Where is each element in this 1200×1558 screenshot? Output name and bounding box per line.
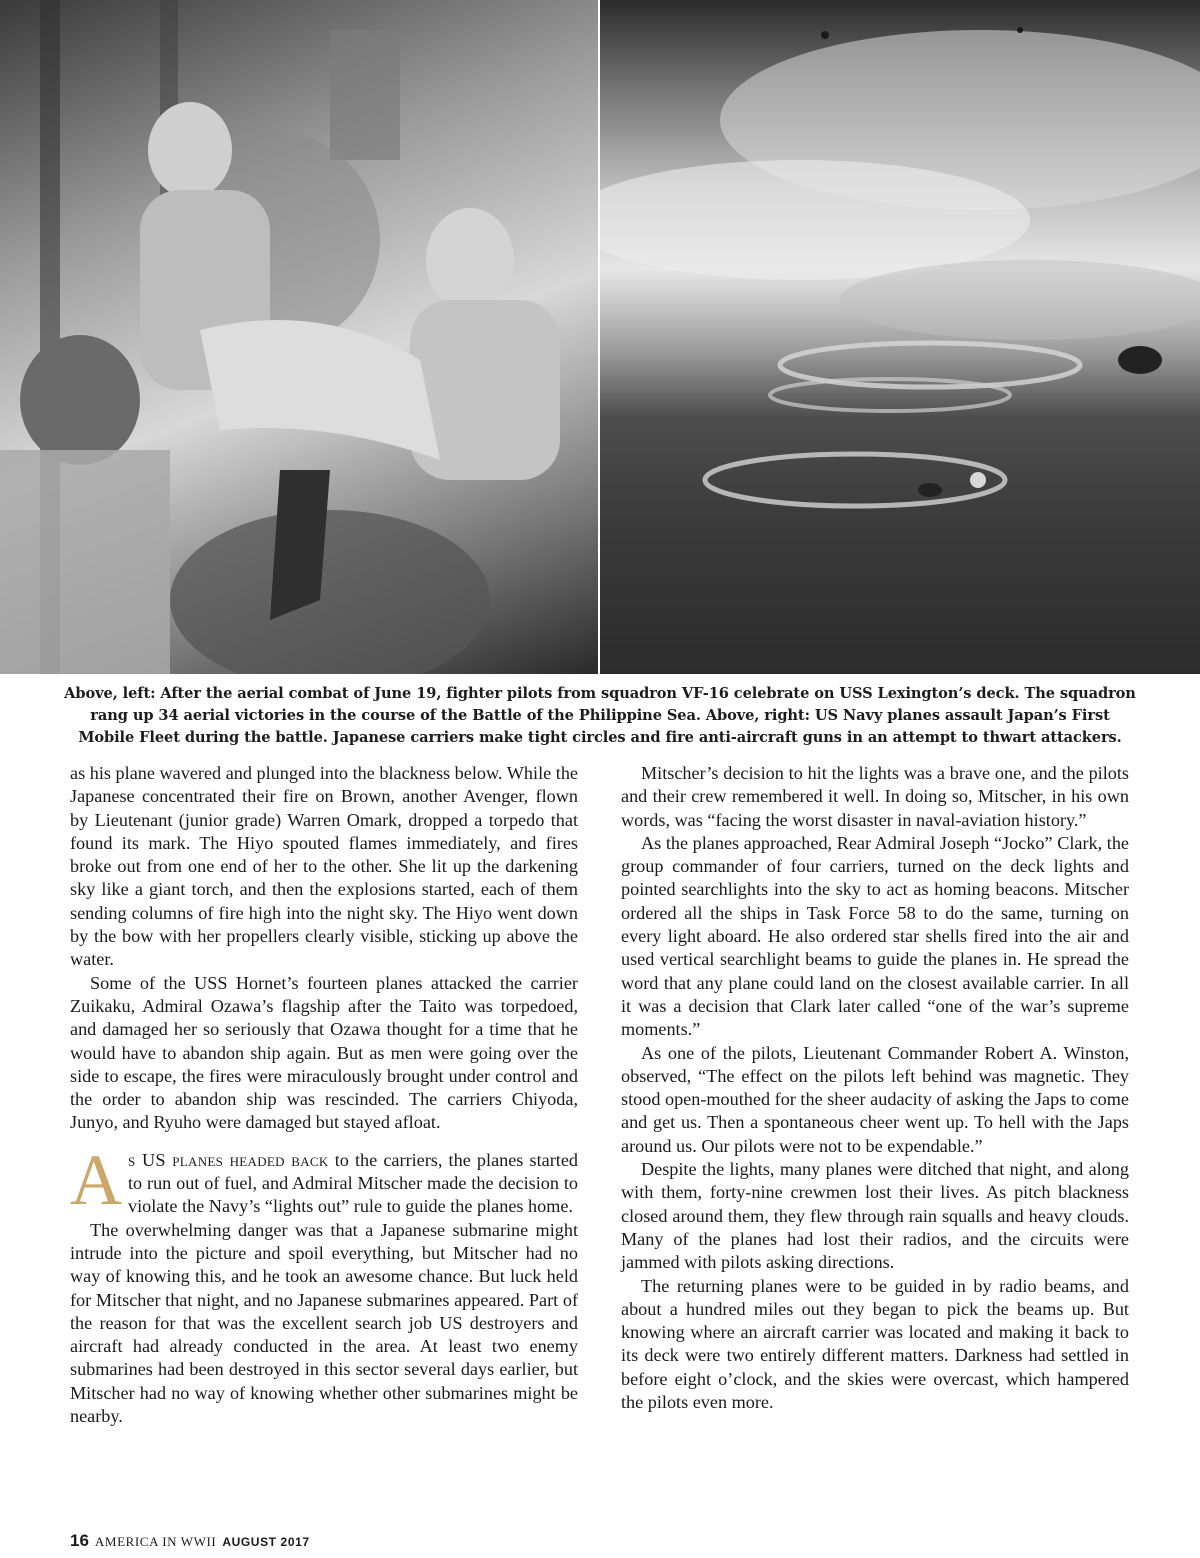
paragraph: As the planes approached, Rear Admiral Joseph “Jocko” Clark, the group commander of four carriers, turned on the deck lights and pointed searchlights into the sky to act as homing beacons. Mitscher ordered all the ships in Task Force 58 to do the same, turning on every light aboard. He also ordered star shells fired into the air and used vertical searchlight beams to guide the planes in. He spread the word that any plane could land on the closest available carrier. In all it was a decision that Clark later called “one of the war’s supreme moments.” [621,832,1129,1040]
drop-cap: A [70,1139,122,1220]
page-number: 16 [70,1531,89,1550]
magazine-name: AMERICA IN WWII [94,1534,217,1549]
paragraph: The overwhelming danger was that a Japanese submarine might intrude into the picture and spoil everything, but Mitscher had no way of knowing this, and he took an awesome chance. But luck held for Mitscher that night, and no Japanese submarines appeared. Part of the reason for that was the excellent search job US destroyers and aircraft had already conducted in the area. At least two enemy submarines had been destroyed in this sector several days earlier, but Mitscher had no way of knowing whether other submarines might be nearby. [70,1219,578,1427]
photo-caption: Above, left: After the aerial combat of June 19, fighter pilots from squadron VF-16 celebrate on USS Lexington’s deck. The squadron rang up 34 aerial victories in the course of the Battle of the Philippine Sea. Above, right: US Navy planes assault Japan’s First Mobile Fleet during the battle. Japanese carriers make tight circles and fire anti-aircraft guns in an attempt to thwart attackers. [64,685,1136,746]
paragraph: As one of the pilots, Lieutenant Commander Robert A. Winston, observed, “The effect on the pilots left behind was magnetic. They stood open-mouthed for the sheer audacity of asking the Japs to come and get us. Then a spontaneous cheer went up. To hell with the Japs around us. Our pilots were not to be expendable.” [621,1042,1129,1156]
photo-pilots-celebrating [0,0,598,674]
article-column-left [70,762,578,1428]
issue-date: AUGUST 2017 [222,1535,310,1549]
page-footer [70,1531,310,1551]
photo-spread [0,0,1200,674]
photo-fleet-assault [600,0,1200,674]
paragraph: Some of the USS Hornet’s fourteen planes attacked the carrier Zuikaku, Admiral Ozawa’s flagship after the Taito was torpedoed, and damaged her so seriously that Ozawa thought for a time that he would have to abandon ship again. But as men were going over the side to escape, the fires were miraculously brought under control and the order to abandon ship was rescinded. The carriers Chiyoda, Junyo, and Ryuho were damaged but stayed afloat. [70,972,578,1133]
paragraph: Mitscher’s decision to hit the lights was a brave one, and the pilots and their crew remembered it well. In doing so, Mitscher, in his own words, was “facing the worst disaster in naval-aviation history.” [621,763,1129,830]
section-opening-paragraph [70,1139,578,1220]
photo-pilots-illustration [0,0,598,674]
article-column-right [621,762,1129,1414]
paragraph: as his plane wavered and plunged into the blackness below. While the Japanese concentrated their fire on Brown, another Avenger, flown by Lieutenant (junior grade) Warren Omark, dropped a torpedo that found its mark. The Hiyo spouted flames immediately, and fires broke out from one end of her to the other. She lit up the darkening sky like a giant torch, and then the explosions started, each of them sending columns of fire high into the night sky. The Hiyo went down by the bow with her propellers clearly visible, sticking up above the water. [70,763,578,970]
lead-in: s US planes headed back [128,1149,329,1170]
paragraph: Despite the lights, many planes were ditched that night, and along with them, forty-nine crewmen lost their lives. As pitch blackness closed around them, they flew through rain squalls and heavy clouds. Many of the planes had lost their radios, and the circuits were jammed with pilots asking directions. [621,1159,1129,1273]
paragraph-text: to the carriers, the planes started to run out of fuel, and Admiral Mitscher made the decision to violate the Navy’s “lights out” rule to guide the planes home. [128,1149,578,1217]
photo-fleet-illustration [600,0,1200,674]
paragraph: The returning planes were to be guided in by radio beams, and about a hundred miles out they began to pick the beams up. But knowing where an aircraft carrier was located and making it back to its deck were two entirely different matters. Darkness had settled in before eight o’clock, and the skies were overcast, which hampered the pilots even more. [621,1275,1129,1413]
